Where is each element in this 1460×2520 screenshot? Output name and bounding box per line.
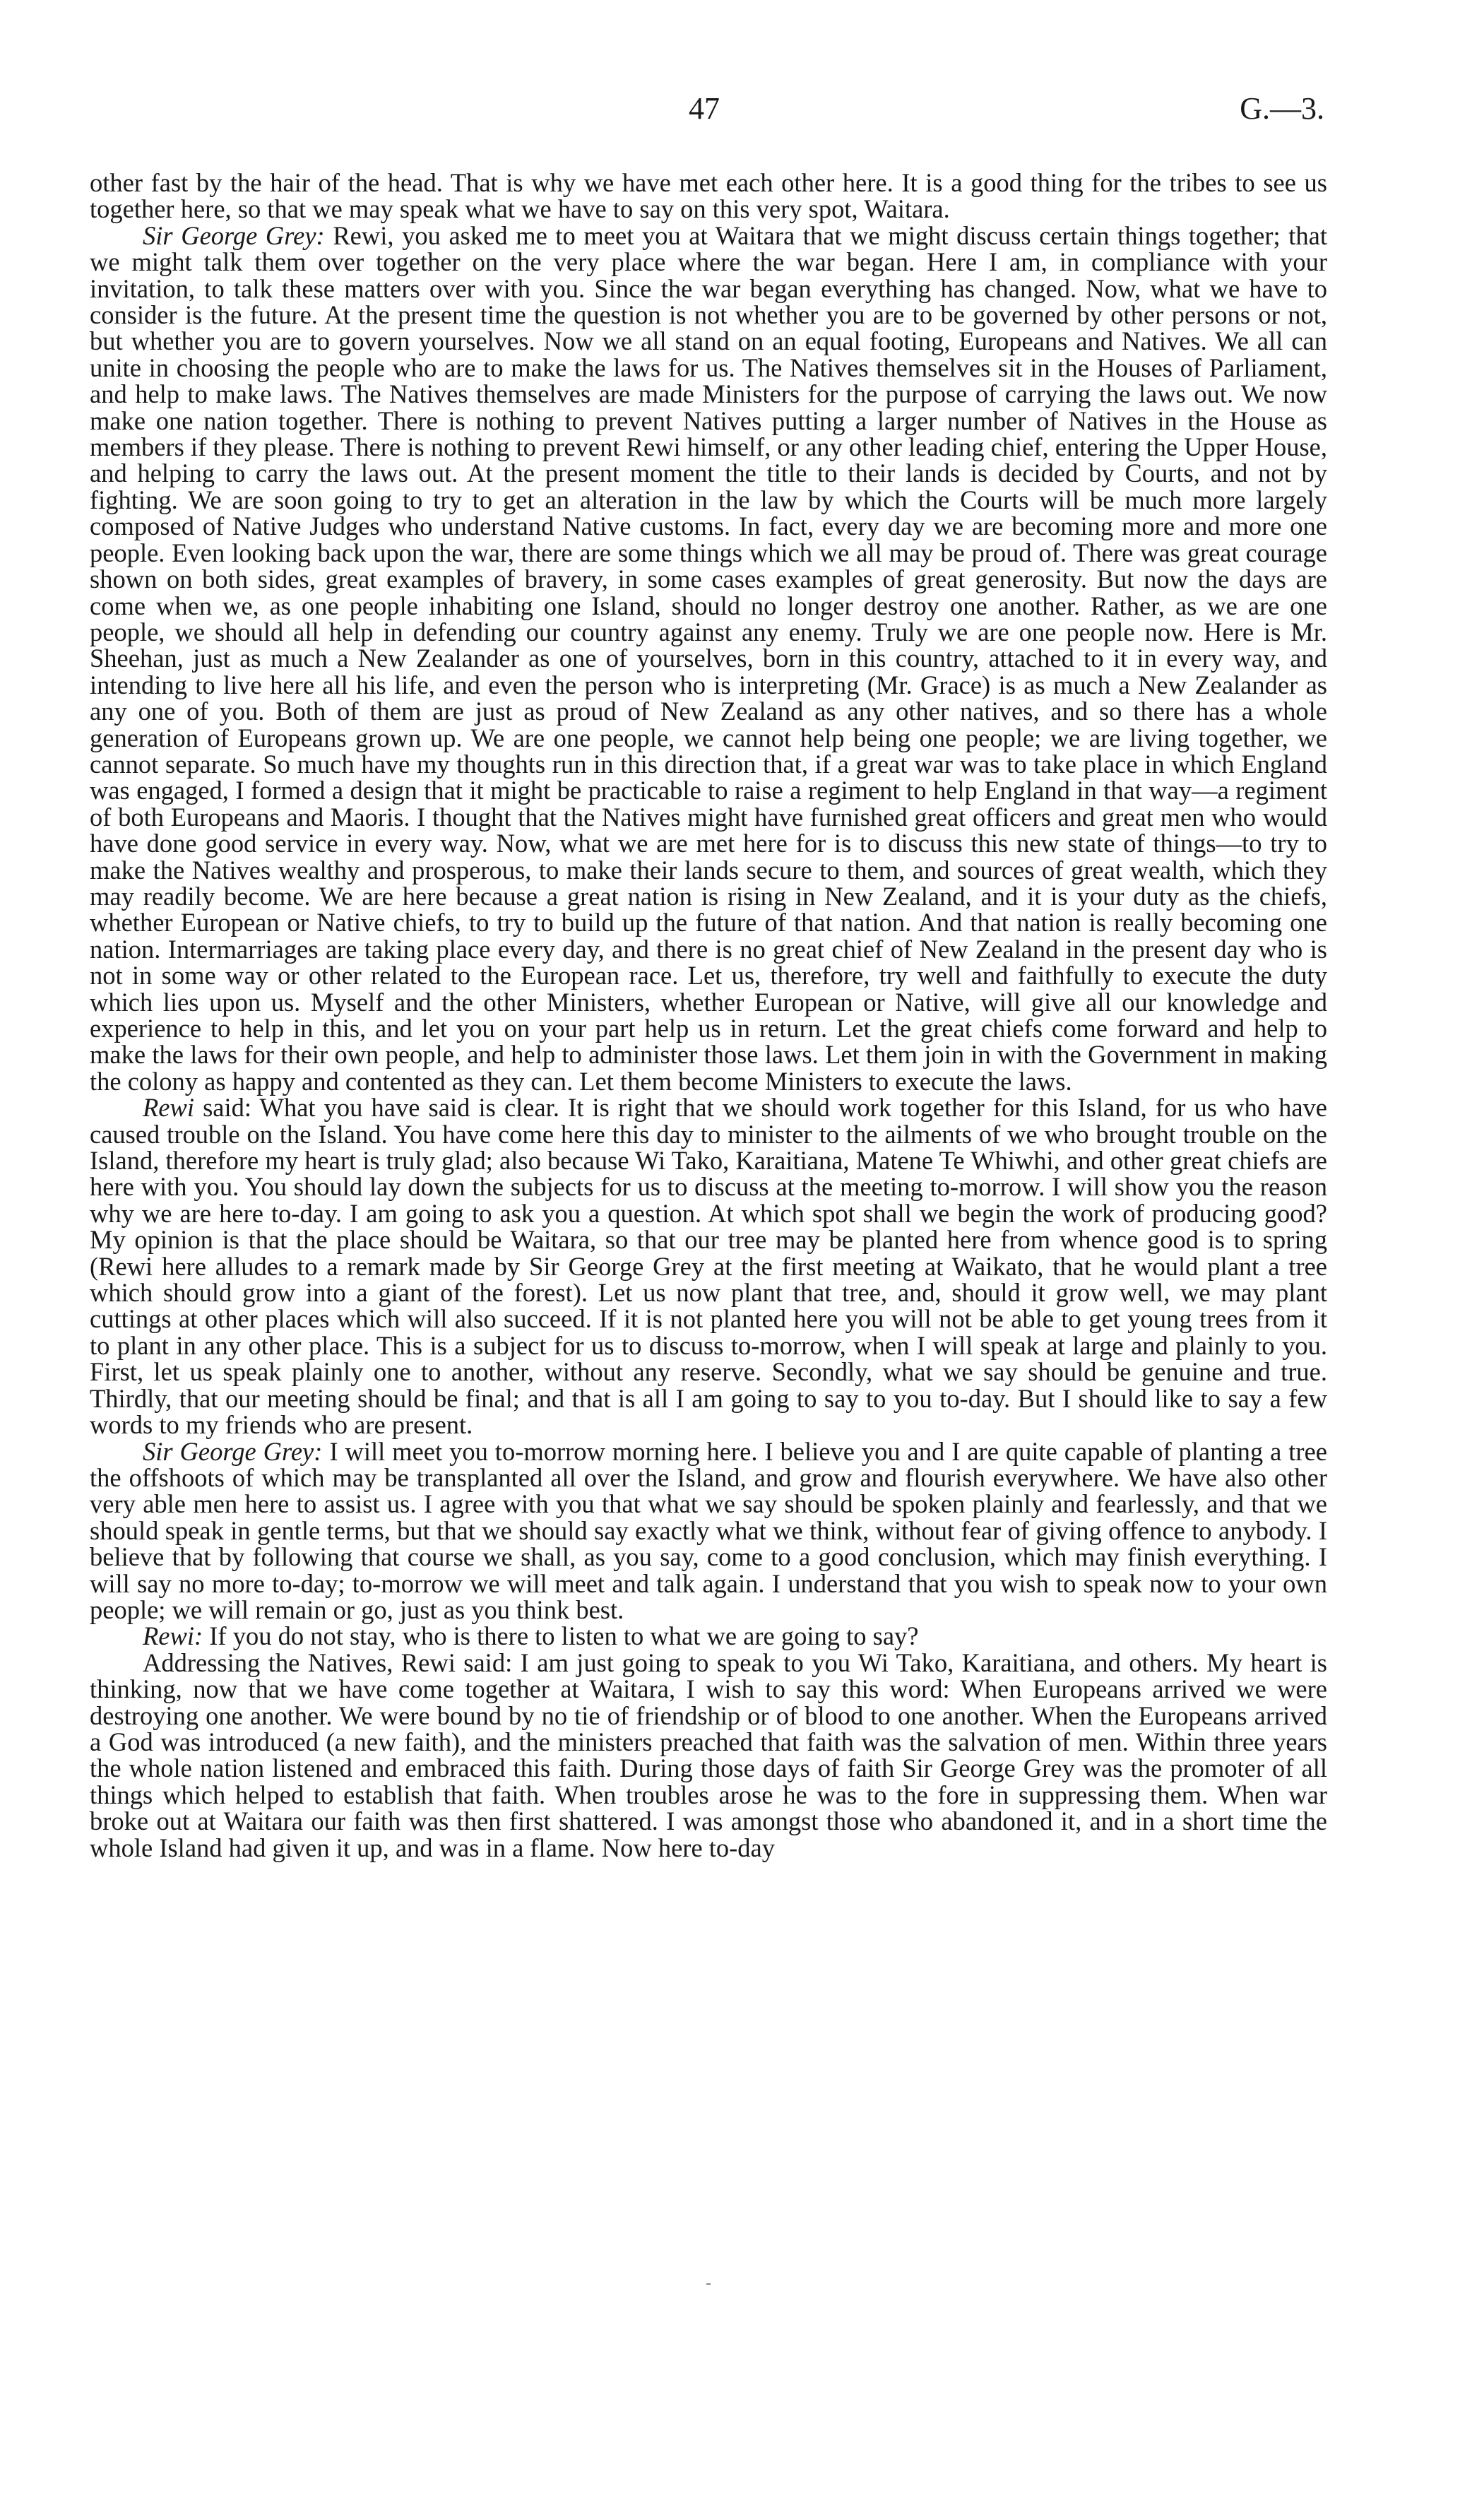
speaker-name: Rewi (143, 1093, 194, 1123)
paragraph-text: Addressing the Natives, Rewi said: I am just going to speak to you Wi Tako, Karaitiana, and others. My heart is thinking, now that we have come together at Waitara, I wish to say this word: When Europeans arrived we were destroying one another. We were bound by no tie of friendship or of blood to one another. When the Europeans arrived a God was introduced (a new faith), and the ministers preached that faith was the salvation of men. Within three years the whole nation listened and embraced this faith. During those days of faith Sir George Grey was the promoter of all things which helped to establish that faith. When troubles arose he was to the fore in suppressing them. When war broke out at Waitara our faith was then first shattered. I was amongst those who abandoned it, and in a short time the whole Island had given it up, and was in a flame. Now here to-day (90, 1648, 1327, 1862)
page-header (0, 90, 1460, 133)
paragraph-text: said: What you have said is clear. It is right that we should work together for this Island, for us who have caused trouble on the Island. You have come here this day to minister to the ailments of we who brought trouble on the Island, therefore my heart is truly glad; also because Wi Tako, Karaitiana, Matene Te Whiwhi, and other great chiefs are here with you. You should lay down the subjects for us to discuss at the meeting to-morrow. I will show you the reason why we are here to-day. I am going to ask you a question. At which spot shall we begin the work of producing good? My opinion is that the place should be Waitara, so that our tree may be planted here from whence good is to spring (Rewi here alludes to a remark made by Sir George Grey at the first meeting at Waikato, that he would plant a tree which should grow into a giant of the forest). Let us now plant that tree, and, should it grow well, we may plant cuttings at other places which will also succeed. If it is not planted here you will not be able to get young trees from it to plant in any other place. This is a subject for us to discuss to-morrow, when I will speak at large and plainly to you. First, let us speak plainly one to another, without any reserve. Secondly, what we say should be genuine and true. Thirdly, that our meeting should be final; and that is all I am going to say to you to-day. But I should like to say a few words to my friends who are present. (90, 1093, 1327, 1440)
paragraph-text: Rewi, you asked me to meet you at Waitara that we might discuss certain things together; that we might talk them over together on the very place where the war began. Here I am, in compliance with your invitation, to talk these matters over with you. Since the war began everything has changed. Now, what we have to consider is the future. At the present time the question is not whether you are to be governed by other persons or not, but whether you are to govern yourselves. Now we all stand on an equal footing, Europeans and Natives. We all can unite in choosing the people who are to make the laws for us. The Natives themselves sit in the Houses of Parliament, and help to make laws. The Natives themselves are made Ministers for the purpose of carrying the laws out. We now make one nation together. There is nothing to prevent Natives putting a larger number of Natives in the House as members if they please. There is nothing to prevent Rewi himself, or any other leading chief, entering the Upper House, and helping to carry the laws out. At the present moment the title to their lands is decided by Courts, and not by fighting. We are soon going to try to get an alteration in the law by which the Courts will be much more largely composed of Native Judges who understand Native customs. In fact, every day we are becoming more and more one people. Even looking back upon the war, there are some things which we all may be proud of. There was great courage shown on both sides, great examples of bravery, in some cases examples of great generosity. But now the days are come when we, as one people inhabiting one Island, should no longer destroy one another. Rather, as we are one people, we should all help in defending our country against any enemy. Truly we are one people now. Here is Mr. Sheehan, just as much a New Zealander as one of yourselves, born in this country, attached to it in every way, and intending to live here all his life, and even the person who is interpreting (Mr. Grace) is as much a New Zealander as any one of you. Both of them are just as proud of New Zealand as any other natives, and so there has a whole generation of Europeans grown up. We are one people, we cannot help being one people; we are living together, we cannot separate. So much have my thoughts run in this direction that, if a great war was to take place in which England was engaged, I formed a design that it might be practicable to raise a regiment to help England in that way—a regiment of both Europeans and Maoris. I thought that the Natives might have furnished great officers and great men who would have done good service in every way. Now, what we are met here for is to discuss this new state of things—to try to make the Natives wealthy and prosperous, to make their lands secure to them, and sources of great wealth, which they may readily become. We are here because a great nation is rising in New Zealand, and it is your duty as the chiefs, whether European or Native chiefs, to try to build up the future of that nation. And that nation is really becoming one nation. Intermarriages are taking place every day, and there is no great chief of New Zealand in the present day who is not in some way or other related to the European race. Let us, therefore, try well and faithfully to execute the duty which lies upon us. Myself and the other Ministers, whether European or Native, will give all our knowledge and experience to help in this, and let you on your part help us in return. Let the great chiefs come forward and help to make the laws for their own people, and help to administer those laws. Let them join in with the Government in making the colony as happy and contented as they can. Let them become Ministers to execute the laws. (90, 220, 1327, 1096)
paragraph (90, 1623, 1327, 1649)
document-body (90, 170, 1327, 1861)
series-reference: G.—3. (1240, 91, 1324, 126)
paragraph (90, 1094, 1327, 1438)
speaker-name: Sir George Grey: (143, 220, 325, 250)
paragraph (90, 220, 1327, 1096)
page-number: 47 (689, 91, 720, 126)
speaker-name: Sir George Grey: (143, 1436, 323, 1466)
footer-mark (706, 2283, 711, 2285)
paragraph (90, 1650, 1327, 1861)
paragraph-text: I will meet you to-morrow morning here. I believe you and I are quite capable of planting a tree the offshoots of which may be transplanted all over the Island, and grow and flourish everywhere. We have also other very able men here to assist us. I agree with you that what we say should be spoken plainly and fearlessly, and that we should speak in gentle terms, but that we should say exactly what we think, without fear of giving offence to anybody. I believe that by following that course we shall, as you say, come to a good conclusion, which may finish everything. I will say no more to-day; to-morrow we will meet and talk again. I understand that you wish to speak now to your own people; we will remain or go, just as you think best. (90, 1436, 1327, 1624)
paragraph (90, 170, 1327, 223)
paragraph-text: other fast by the hair of the head. That is why we have met each other here. It is a good thing for the tribes to see us together here, so that we may speak what we have to say on this very spot, Waitara. (90, 168, 1327, 224)
paragraph-text: If you do not stay, who is there to listen to what we are going to say? (203, 1621, 919, 1651)
paragraph (90, 1438, 1327, 1623)
speaker-name: Rewi: (143, 1621, 203, 1651)
